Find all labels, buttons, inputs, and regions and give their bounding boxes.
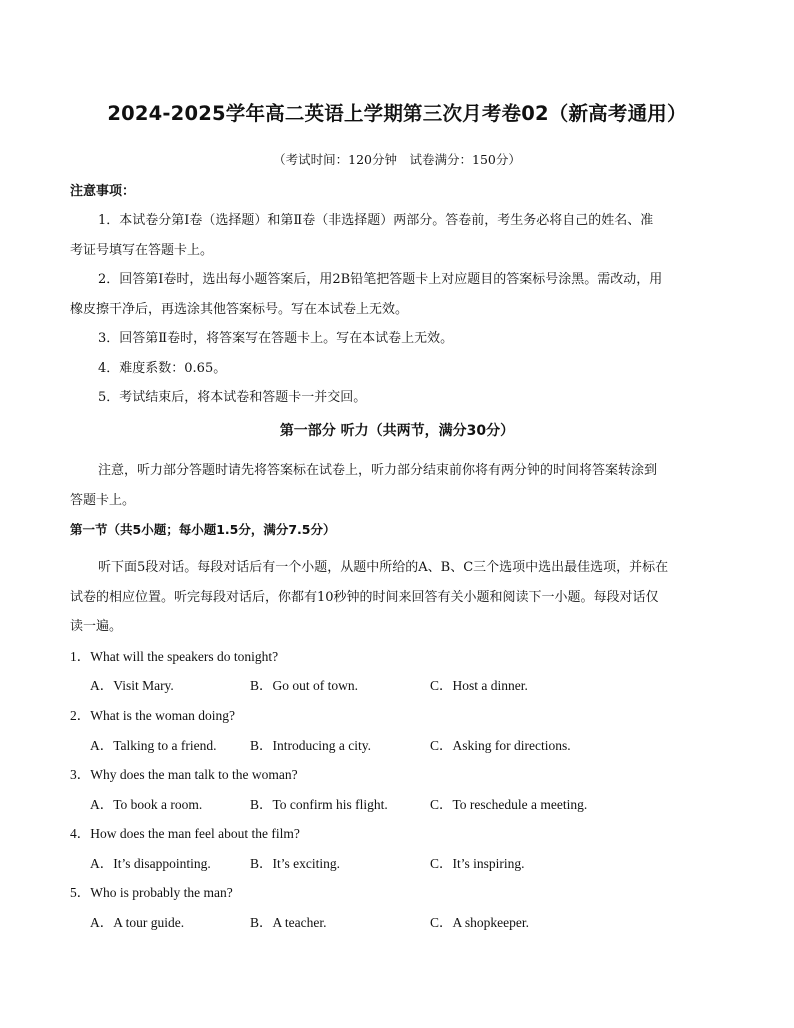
question-4-option-c: C．It’s inspiring. [430, 856, 525, 871]
question-2-option-b: B．Introducing a city. [250, 738, 371, 753]
notice-item-5: 5．考试结束后，将本试卷和答题卡一并交回。 [98, 390, 367, 405]
notice-item-3: 3．回答第Ⅱ卷时，将答案写在答题卡上。写在本试卷上无效。 [98, 331, 454, 346]
notice-item-1-line-1: 1．本试卷分第Ⅰ卷（选择题）和第Ⅱ卷（非选择题）两部分。答卷前，考生务必将自己的姓名、准 [98, 213, 654, 228]
question-5-option-a: A．A tour guide. [90, 915, 185, 930]
section1-title: 第一节（共5小题；每小题1.5分，满分7.5分） [70, 522, 336, 537]
question-3-option-b: B．To confirm his flight. [250, 797, 388, 812]
exam-info: （考试时间：120分钟 试卷满分：150分） [273, 152, 521, 167]
section1-instruction-line-1: 听下面5段对话。每段对话后有一个小题，从题中所给的A、B、C三个选项中选出最佳选项，并标在 [98, 560, 669, 575]
notice-heading: 注意事项： [70, 184, 136, 199]
question-3-option-c: C．To reschedule a meeting. [430, 797, 588, 812]
part1-note-line-2: 答题卡上。 [70, 493, 136, 508]
part1-title: 第一部分 听力（共两节，满分30分） [279, 423, 515, 439]
question-5: 5．Who is probably the man? [70, 885, 233, 900]
section1-instruction-line-3: 读一遍。 [70, 619, 123, 634]
section1-instruction-line-2: 试卷的相应位置。听完每段对话后，你都有10秒钟的时间来回答有关小题和阅读下一小题。每段对话仅 [70, 590, 659, 605]
question-1: 1．What will the speakers do tonight? [70, 649, 279, 664]
question-1-option-c: C．Host a dinner. [430, 678, 528, 693]
question-3-option-a: A．To book a room. [90, 797, 203, 812]
notice-item-2-line-1: 2．回答第Ⅰ卷时，选出每小题答案后，用2B铅笔把答题卡上对应题目的答案标号涂黑。需改动，用 [98, 272, 663, 287]
notice-item-4: 4．难度系数：0.65。 [98, 361, 227, 376]
question-2-option-a: A．Talking to a friend. [90, 738, 217, 753]
notice-item-1-line-2: 考证号填写在答题卡上。 [70, 243, 214, 258]
question-3: 3．Why does the man talk to the woman? [70, 767, 298, 782]
part1-note-line-1: 注意，听力部分答题时请先将答案标在试卷上，听力部分结束前你将有两分钟的时间将答案转涂到 [98, 463, 658, 478]
question-1-option-b: B．Go out of town. [250, 678, 358, 693]
question-4-option-b: B．It’s exciting. [250, 856, 340, 871]
question-4-option-a: A．It’s disappointing. [90, 856, 211, 871]
notice-item-2-line-2: 橡皮擦干净后，再选涂其他答案标号。写在本试卷上无效。 [70, 302, 409, 317]
page-title: 2024-2025学年高二英语上学期第三次月考卷02（新高考通用） [107, 102, 687, 125]
question-2-option-c: C．Asking for directions. [430, 738, 571, 753]
question-5-option-c: C．A shopkeeper. [430, 915, 529, 930]
question-1-option-a: A．Visit Mary. [90, 678, 174, 693]
question-2: 2．What is the woman doing? [70, 708, 235, 723]
question-5-option-b: B．A teacher. [250, 915, 327, 930]
question-4: 4．How does the man feel about the film? [70, 826, 300, 841]
